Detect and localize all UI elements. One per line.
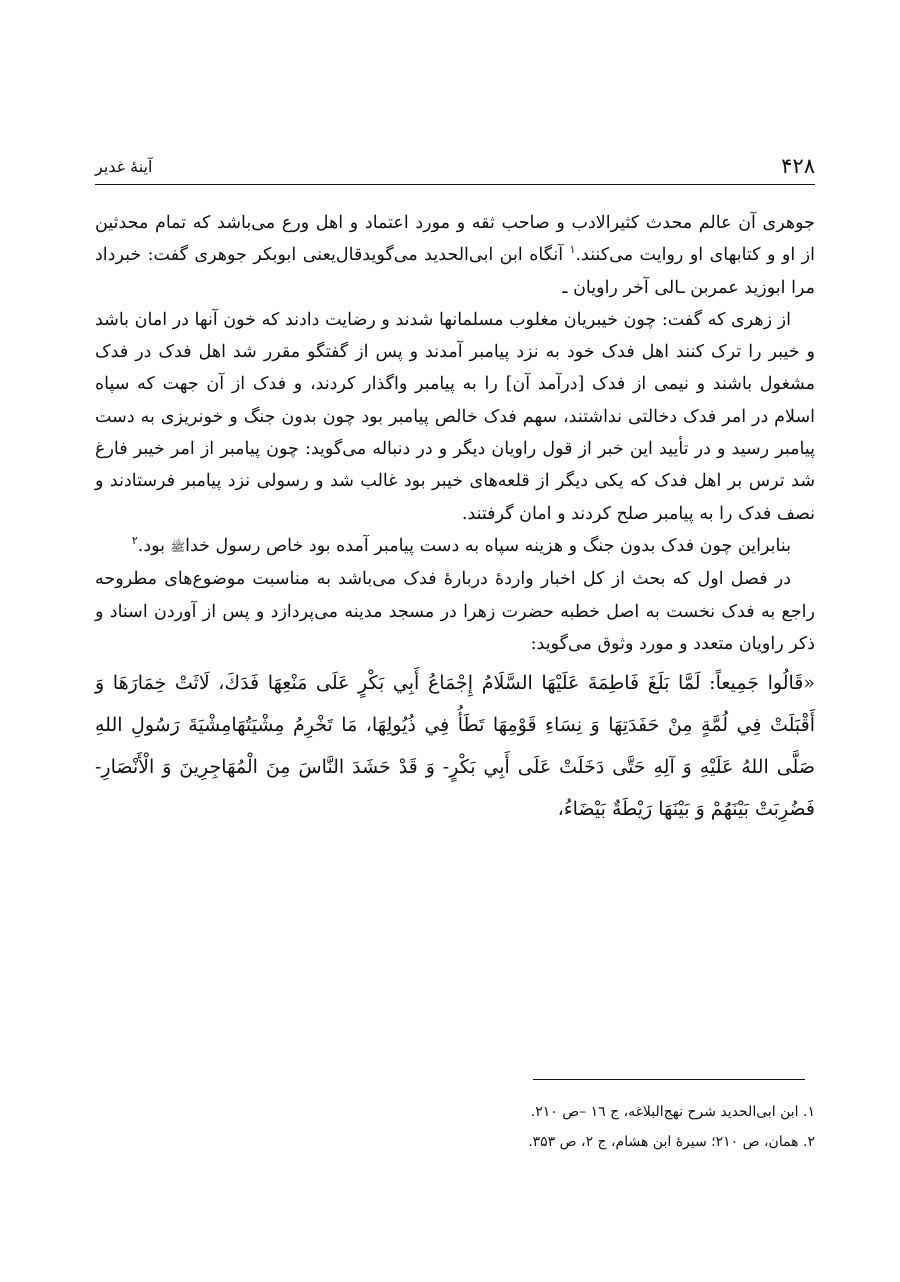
paragraph-3-text: بنابراین چون فدک بدون جنگ و هزینه سپاه به دست پیامبر آمده بود خاص رسول خدا [185,535,791,556]
body-text [95,207,815,830]
paragraph-4: در فصل اول که بحث از کل اخبار واردهٔ دربارهٔ فدک می‌باشد به مناسبت موضوع‌های مطروحه راجع به فدک نخست به اصل خطبه حضرت زهرا در مسجد مدینه می‌پردازد و پس از آوردن اسناد و ذکر راویان متعدد و مورد وثوق می‌گوید: [95,569,815,654]
footnote-2: ۲. همان، ص ۲۱۰؛ سیرهٔ ابن هشام، ج ۲، ص ۳۵۳. [528,1134,815,1150]
footnotes [95,1097,815,1157]
paragraph-3 [95,530,815,563]
header-rule [95,184,815,185]
footnote-rule [533,1079,805,1080]
paragraph-1-rest: آنگاه ابن ابی‌الحدید می‌گویدقال‌یعنی ابوبکر جوهری گفت: خبرداد مرا ابوزید عمربن ـالی آخر راویان ـ [95,245,815,298]
page-number: ۴۲۸ [781,154,815,178]
footnote-ref-1: ۱ [569,243,576,257]
paragraph-2: از زهری که گفت: چون خیبریان مغلوب مسلمانها شدند و رضایت دادند که خون آنها در امان باشد و خیبر را ترک کنند اهل فدک خود به نزد پیامبر آمدند و پس از گفتگو مقرر شد اهل فدک در فدک مشغول باشند و نیمی از فدک [درآمد آن] را به پیامبر واگذار کردند، و فدک از آن جهت که سپاه اسلام در امر فدک دخالتی نداشتند، سهم فدک خالص پیامبر بود چون بدون جنگ و خونریزی به دست پیامبر رسید و در تأیید این خبر از قول راویان دیگر و در دنباله می‌گوید: چون پیامبر از امر خیبر فارغ شد ترس بر اهل فدک که یکی دیگر از قلعه‌های خیبر بود غالب شد و رسولی نزد پیامبر فرستادند و نصف فدک را به پیامبر صلح کردند و امان گرفتند. [95,309,815,524]
footnote-1: ۱. ابن ابی‌الحدید شرح نهج‌البلاغه، ج ١٦ –ص ۲۱۰. [530,1104,815,1120]
footnote-ref-2: ۲ [131,534,138,548]
paragraph-3-end: بود. [137,535,171,556]
arabic-quote: «قَالُوا جَمِيعاً: لَمَّا بَلَغَ فَاطِمَةَ عَلَيْهَا السَّلَامُ إِجْمَاعُ أَبِي بَكْرٍ عَلَى مَنْعِهَا فَدَكَ، لَاثَتْ خِمَارَهَا وَ أَقْبَلَتْ فِي لُمَّةٍ مِنْ حَفَدَتِهَا وَ نِسَاءِ قَوْمِهَا تَطَأُ فِي ذُيُولِهَا، مَا تَخْرِمُ مِشْيَتُهَامِشْيَةَ رَسُولِ اللهِ صَلَّى اللهُ عَلَيْهِ وَ آلِهِ حَتَّى دَخَلَتْ عَلَى أَبِي بَكْرٍ- وَ قَدْ حَشَدَ النَّاسَ مِنَ الْمُهَاجِرِينَ وَ الْأَنْصَارِ- فَضُرِبَتْ بَيْنَهُمْ وَ بَيْنَهَا رَيْطَةٌ بَيْضَاءُ، [95,672,815,821]
running-title: آینهٔ غدیر [95,156,153,176]
paragraph-1 [95,207,815,304]
paragraph-1-text: جوهری آن عالم محدث کثیرالادب و صاحب ثقه و مورد اعتماد و اهل ورع می‌باشد که تمام محدثین از او و کتابهای او روایت می‌کنند. [95,213,815,266]
honorific-symbol: ﷺ [170,539,186,554]
page-header [95,150,815,182]
